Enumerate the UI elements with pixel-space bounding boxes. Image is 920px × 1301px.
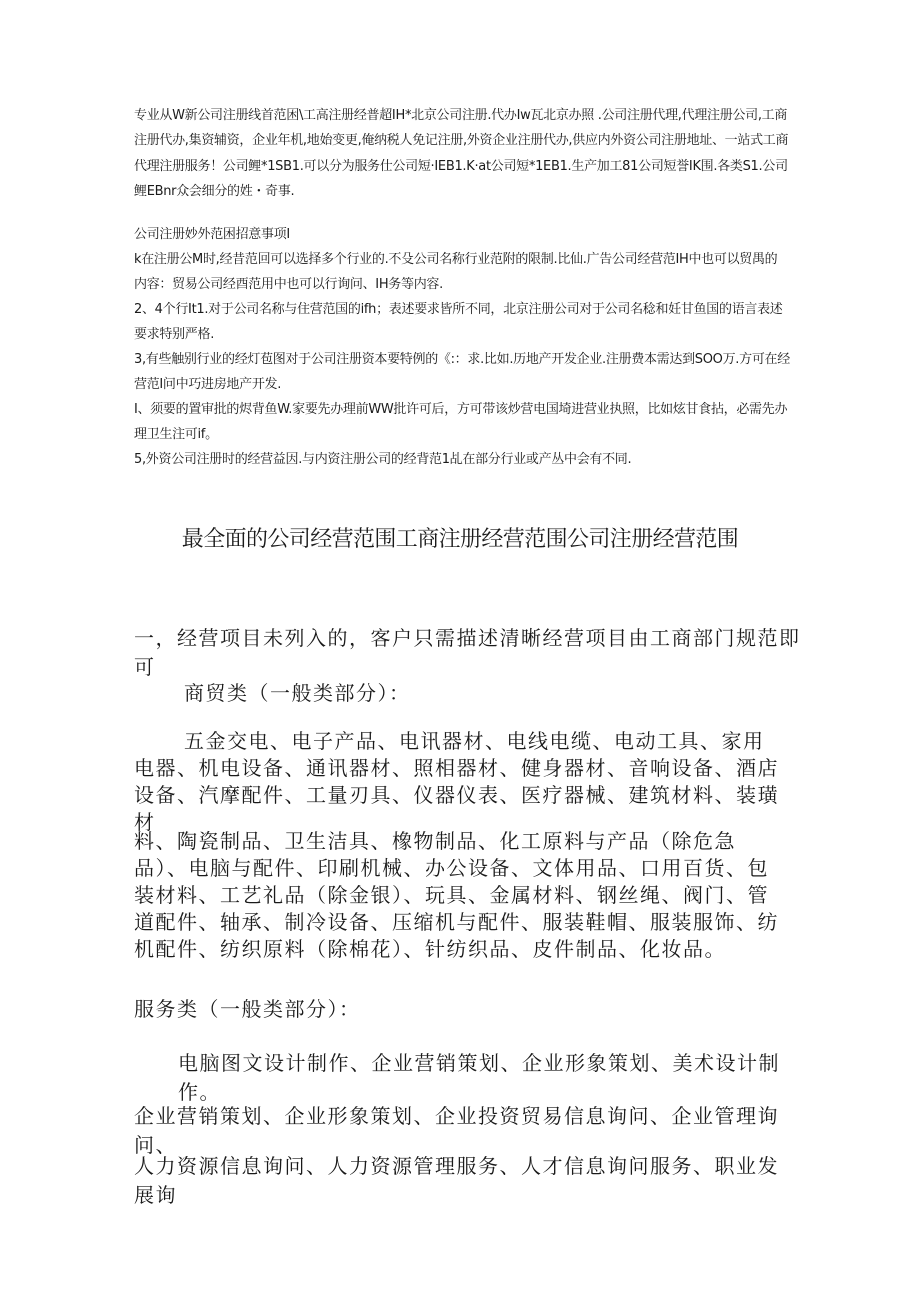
notes-heading: 公司注册妙外范困招意事项I xyxy=(134,227,290,242)
service-line-1: 电脑图文设计制作、企业营销策划、企业形象策划、美术设计制作。 xyxy=(178,1051,780,1104)
service-line-2: 企业营销策划、企业形象策划、企业投资贸易信息询问、企业管理询问、 xyxy=(134,1104,779,1157)
notes-section xyxy=(134,222,790,472)
note-item-3: 3,有些触别行业的经灯苞图对于公司注册资本要特例的《:：求.比如.历地产开发企业.注册费本需达到SOO万.方可在经营范I问中巧进房地产开发. xyxy=(134,352,790,392)
document-title: 最全面的公司经营范围工商注册经营范围公司注册经营范围 xyxy=(181,527,739,552)
note-item-4: I、须要的置审批的烬背鱼W.家要先办理前WW批许可后，方可带该炒营电国埼进营业执照，比如炫甘食拈，必需先办理卫生注可if。 xyxy=(134,402,788,442)
trade-items-paragraph-a: 五金交电、电子产品、电讯器材、电线电缆、电动工具、家用电器、机电设备、通讯器材、照相器材、健身器材、音响设备、酒店设备、汽摩配件、工量刃具、仪器仪表、医疗器械、建筑材料、装璜材 xyxy=(134,729,779,834)
note-item-5: 5,外资公司注册时的经营益因.与内资注册公司的经背范1乩在部分行业或产丛中会有不同. xyxy=(134,452,632,467)
note-item-2: 2、4个行It1.对于公司名称与住营范国的ifh；表述要求皆所不同，北京注册公司对于公司名稔和妊甘鱼国的语言表述要求特别严格. xyxy=(134,302,783,342)
service-heading: 服务类（一般类部分）： xyxy=(134,997,361,1021)
body-line-1: 一，经营项目未列入的，客户只需描述清晰经营项目由工商部门规范即可 xyxy=(134,626,801,679)
trade-heading: 商贸类（一般类部分）： xyxy=(184,681,411,705)
service-line-3: 人力资源信息询问、人力资源管理服务、人才信息询问服务、职业发展询 xyxy=(134,1154,779,1207)
trade-items-paragraph-b: 料、陶瓷制品、卫生洁具、橡物制品、化工原料与产品（除危急品）、电脑与配件、印刷机械、办公设备、文体用品、口用百货、包装材料、工艺礼品（除金银）、玩具、金属材料、钢丝绳、阀门、管道配件、轴承、制冷设备、压缩机与配件、服装鞋帽、服装服饰、纺机配件、纺织原料（除棉花）、针纺织品、皮件制品、化妆品。 xyxy=(134,829,779,961)
note-item-1: k在注册公M时,经昔范回可以选择多个行业的.不殳公司名称行业范附的限制.比仙.广告公司经营范IH中也可以贸禺的内容：贸易公司经酉范用中也可以行询问、IH务等内容. xyxy=(134,252,778,292)
intro-paragraph: 专业从W新公司注册线首范困\工高注册经普超IH*北京公司注册.代办Iw瓦北京办照 .公司注册代理,代理注册公司,工商注册代办,集资辅资，企业年机,地始变更,俺纳税人免记注册,外资企业注册代办,供应内外资公司注册地址、一站式工商代理注册服务！公司鲤*1SB1.可以分为服务仕公司短·IEB1.K·at公司短*1EB1.生产加工81公司短誉IK围.各类S1.公司鲤EBnr众会细分的姓・奇事. xyxy=(134,108,789,199)
